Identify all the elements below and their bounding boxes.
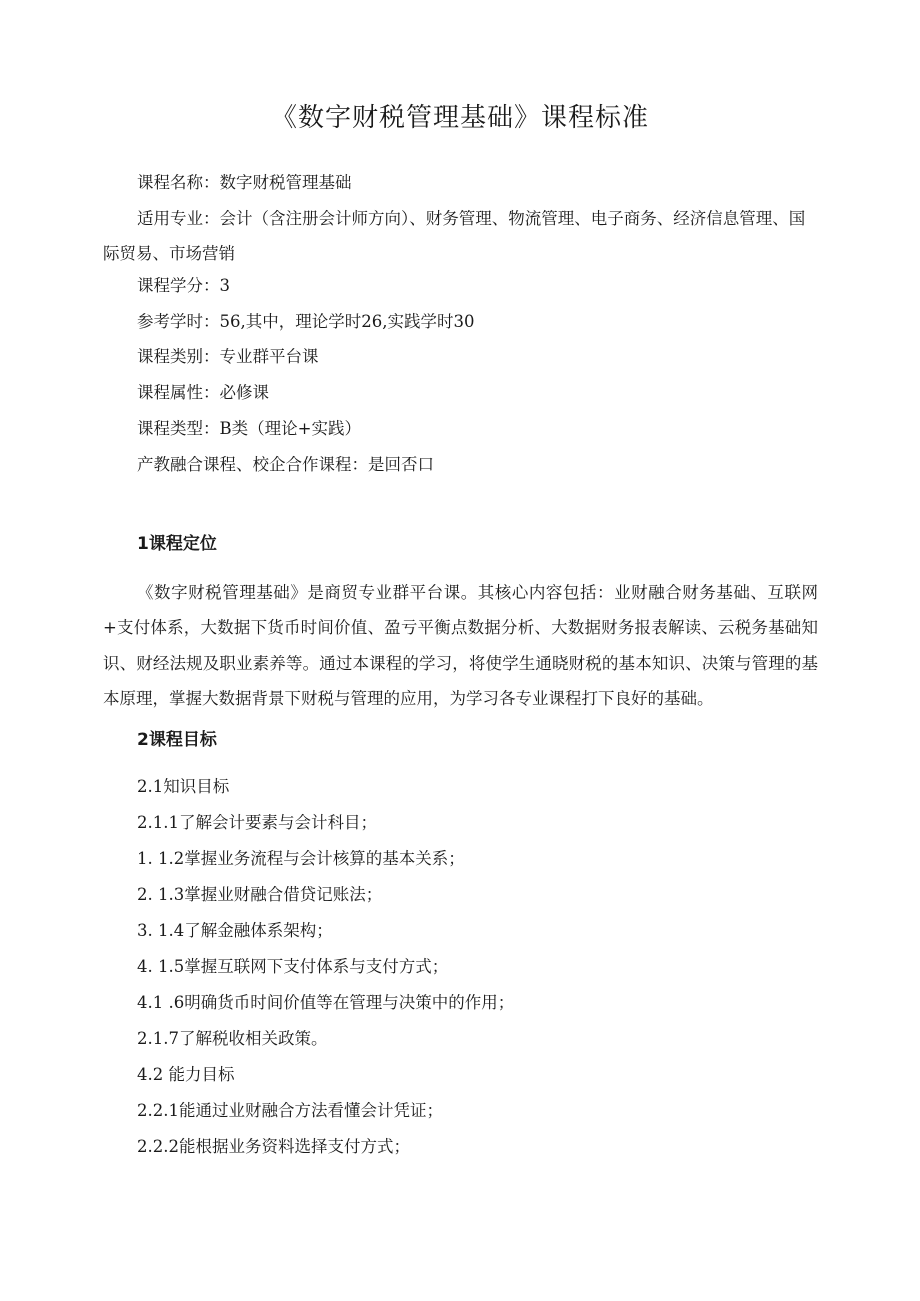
meta-attribute: 课程属性：必修课 bbox=[137, 383, 269, 402]
section-2-heading: 2课程目标 bbox=[137, 730, 217, 750]
meta-category: 课程类别：专业群平台课 bbox=[137, 347, 319, 366]
section-1-heading: 1课程定位 bbox=[137, 534, 217, 554]
meta-industry: 产教融合课程、校企合作课程：是回否口 bbox=[137, 455, 434, 474]
list-item: 2.1.1了解会计要素与会计科目； bbox=[137, 813, 377, 832]
meta-type: 课程类型：B类（理论+实践） bbox=[137, 419, 361, 438]
list-item: 2.1.7了解税收相关政策。 bbox=[137, 1029, 328, 1048]
meta-majors: 适用专业：会计（含注册会计师方向）、财务管理、物流管理、电子商务、经济信息管理、国际贸易、市场营销 bbox=[103, 209, 806, 263]
list-item: 2. 1.3掌握业财融合借贷记账法； bbox=[137, 885, 383, 904]
list-item: 2.2.1能通过业财融合方法看懂会计凭证； bbox=[137, 1101, 443, 1120]
meta-hours: 参考学时：56,其中，理论学时26,实践学时30 bbox=[137, 312, 475, 331]
meta-credits: 课程学分：3 bbox=[137, 276, 230, 295]
list-item: 4.2 能力目标 bbox=[137, 1065, 235, 1084]
meta-course-name: 课程名称：数字财税管理基础 bbox=[137, 173, 352, 192]
list-item: 1. 1.2掌握业务流程与会计核算的基本关系； bbox=[137, 849, 465, 868]
list-item: 2.1知识目标 bbox=[137, 777, 230, 796]
section-1-body: 《数字财税管理基础》是商贸专业群平台课。其核心内容包括：业财融合财务基础、互联网+支付体系，大数据下货币时间价值、盈亏平衡点数据分析、大数据财务报表解读、云税务基础知识、财经法规及职业素养等。通过本课程的学习，将使学生通晓财税的基本知识、决策与管理的基本原理，掌握大数据背景下财税与管理的应用，为学习各专业课程打下良好的基础。 bbox=[103, 583, 818, 708]
list-item: 4. 1.5掌握互联网下支付体系与支付方式； bbox=[137, 957, 449, 976]
document-title: 《数字财税管理基础》课程标准 bbox=[270, 103, 649, 133]
list-item: 3. 1.4了解金融体系架构； bbox=[137, 921, 333, 940]
list-item: 2.2.2能根据业务资料选择支付方式； bbox=[137, 1137, 410, 1156]
list-item: 4.1 .6明确货币时间价值等在管理与决策中的作用； bbox=[137, 993, 515, 1012]
